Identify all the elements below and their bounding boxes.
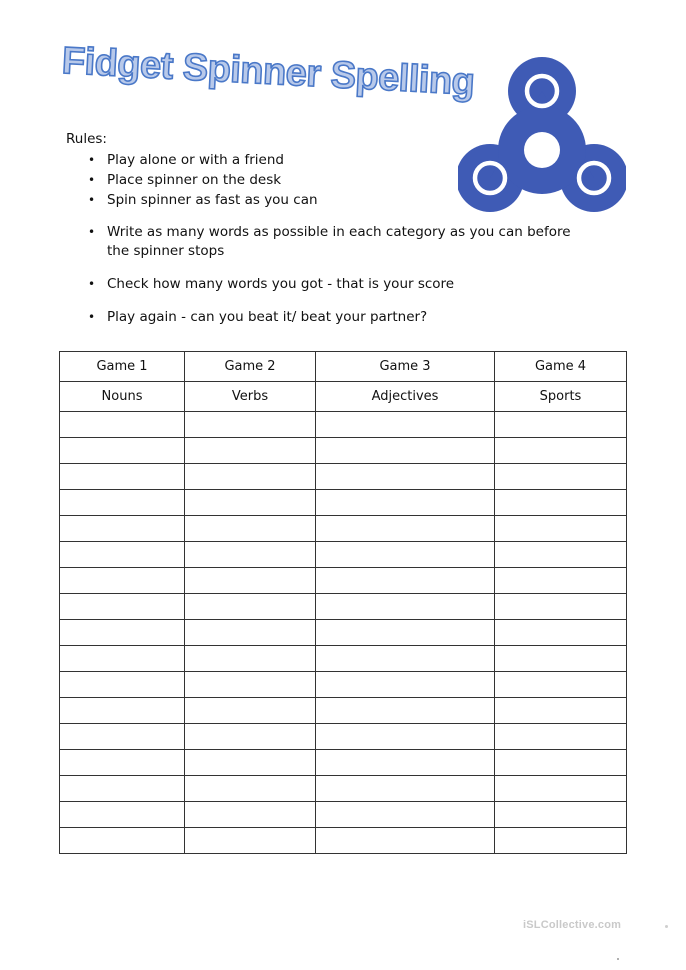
answer-cell[interactable] bbox=[60, 516, 185, 542]
answer-cell[interactable] bbox=[316, 594, 495, 620]
bullet-icon: • bbox=[88, 225, 96, 239]
answer-cell[interactable] bbox=[495, 438, 627, 464]
answer-cell[interactable] bbox=[185, 464, 316, 490]
answer-cell[interactable] bbox=[316, 438, 495, 464]
game-header-row bbox=[60, 352, 627, 382]
answer-row bbox=[60, 516, 627, 542]
answer-cell[interactable] bbox=[60, 828, 185, 854]
answer-row bbox=[60, 594, 627, 620]
answer-cell[interactable] bbox=[316, 412, 495, 438]
answer-cell[interactable] bbox=[316, 490, 495, 516]
answer-row bbox=[60, 802, 627, 828]
answer-cell[interactable] bbox=[495, 724, 627, 750]
answer-cell[interactable] bbox=[495, 672, 627, 698]
answer-row bbox=[60, 542, 627, 568]
game-header-cell: Game 3 bbox=[316, 352, 495, 382]
answer-row bbox=[60, 464, 627, 490]
rule-item bbox=[88, 223, 588, 261]
bullet-icon: • bbox=[88, 173, 96, 187]
answer-cell[interactable] bbox=[185, 568, 316, 594]
rule-text: Check how many words you got - that is your score bbox=[107, 276, 455, 292]
rule-item bbox=[88, 151, 588, 170]
answer-row bbox=[60, 412, 627, 438]
answer-cell[interactable] bbox=[185, 724, 316, 750]
answer-cell[interactable] bbox=[316, 464, 495, 490]
category-header-cell: Adjectives bbox=[316, 382, 495, 412]
answer-row bbox=[60, 568, 627, 594]
answer-cell[interactable] bbox=[60, 412, 185, 438]
answer-cell[interactable] bbox=[185, 516, 316, 542]
rule-text: Write as many words as possible in each category as you can before the spinner stops bbox=[107, 224, 571, 259]
answer-cell[interactable] bbox=[495, 542, 627, 568]
bullet-icon: • bbox=[88, 310, 96, 324]
category-header-cell: Verbs bbox=[185, 382, 316, 412]
answer-row bbox=[60, 724, 627, 750]
category-header-cell: Sports bbox=[495, 382, 627, 412]
answer-row bbox=[60, 620, 627, 646]
worksheet-title: Fidget Spinner Spelling bbox=[60, 40, 476, 104]
answer-cell[interactable] bbox=[495, 750, 627, 776]
game-header-cell: Game 1 bbox=[60, 352, 185, 382]
answer-cell[interactable] bbox=[316, 828, 495, 854]
answer-cell[interactable] bbox=[316, 646, 495, 672]
answer-cell[interactable] bbox=[495, 776, 627, 802]
rule-item bbox=[88, 171, 588, 190]
answer-cell[interactable] bbox=[316, 802, 495, 828]
answer-cell[interactable] bbox=[495, 490, 627, 516]
answer-cell[interactable] bbox=[60, 802, 185, 828]
answer-cell[interactable] bbox=[185, 802, 316, 828]
answer-cell[interactable] bbox=[60, 594, 185, 620]
answer-cell[interactable] bbox=[185, 620, 316, 646]
answer-cell[interactable] bbox=[60, 776, 185, 802]
answer-cell[interactable] bbox=[185, 776, 316, 802]
answer-cell[interactable] bbox=[60, 464, 185, 490]
answer-cell[interactable] bbox=[60, 490, 185, 516]
answer-cell[interactable] bbox=[316, 724, 495, 750]
answer-cell[interactable] bbox=[60, 646, 185, 672]
answer-cell[interactable] bbox=[60, 698, 185, 724]
answer-row bbox=[60, 750, 627, 776]
answer-cell[interactable] bbox=[495, 594, 627, 620]
answer-cell[interactable] bbox=[185, 412, 316, 438]
answer-row bbox=[60, 672, 627, 698]
answer-cell[interactable] bbox=[60, 724, 185, 750]
answer-cell[interactable] bbox=[316, 750, 495, 776]
answer-row bbox=[60, 828, 627, 854]
answer-cell[interactable] bbox=[185, 750, 316, 776]
answer-cell[interactable] bbox=[316, 698, 495, 724]
page-mark bbox=[617, 958, 619, 960]
answer-row bbox=[60, 490, 627, 516]
answer-cell[interactable] bbox=[316, 542, 495, 568]
bullet-icon: • bbox=[88, 153, 96, 167]
answer-row bbox=[60, 438, 627, 464]
answer-cell[interactable] bbox=[495, 698, 627, 724]
answer-cell[interactable] bbox=[316, 568, 495, 594]
rule-text: Play again - can you beat it/ beat your partner? bbox=[107, 309, 428, 325]
bullet-icon: • bbox=[88, 277, 96, 291]
answer-cell[interactable] bbox=[60, 438, 185, 464]
answer-row bbox=[60, 646, 627, 672]
answer-row bbox=[60, 776, 627, 802]
answer-cell[interactable] bbox=[185, 828, 316, 854]
answer-cell[interactable] bbox=[495, 802, 627, 828]
answer-cell[interactable] bbox=[60, 620, 185, 646]
answer-cell[interactable] bbox=[185, 542, 316, 568]
answer-cell[interactable] bbox=[60, 750, 185, 776]
rule-text: Place spinner on the desk bbox=[107, 172, 282, 188]
answer-row bbox=[60, 698, 627, 724]
answer-cell[interactable] bbox=[316, 672, 495, 698]
rule-item bbox=[88, 308, 588, 327]
rule-text: Spin spinner as fast as you can bbox=[107, 192, 318, 208]
answer-cell[interactable] bbox=[316, 516, 495, 542]
answer-cell[interactable] bbox=[185, 438, 316, 464]
watermark-dot bbox=[665, 925, 668, 928]
category-header-row bbox=[60, 382, 627, 412]
spelling-table bbox=[59, 351, 627, 854]
answer-cell[interactable] bbox=[185, 698, 316, 724]
watermark: iSLCollective.com bbox=[523, 919, 622, 931]
game-header-cell: Game 2 bbox=[185, 352, 316, 382]
rules-label: Rules: bbox=[66, 131, 107, 147]
rule-text: Play alone or with a friend bbox=[107, 152, 284, 168]
answer-cell[interactable] bbox=[495, 646, 627, 672]
answer-cell[interactable] bbox=[495, 464, 627, 490]
answer-cell[interactable] bbox=[60, 542, 185, 568]
category-header-cell: Nouns bbox=[60, 382, 185, 412]
answer-cell[interactable] bbox=[60, 568, 185, 594]
answer-cell[interactable] bbox=[60, 672, 185, 698]
answer-cell[interactable] bbox=[185, 594, 316, 620]
rule-item bbox=[88, 191, 588, 210]
answer-cell[interactable] bbox=[495, 568, 627, 594]
bullet-icon: • bbox=[88, 193, 96, 207]
answer-cell[interactable] bbox=[185, 672, 316, 698]
answer-cell[interactable] bbox=[495, 620, 627, 646]
rule-item bbox=[88, 275, 588, 294]
answer-cell[interactable] bbox=[185, 490, 316, 516]
answer-cell[interactable] bbox=[316, 776, 495, 802]
answer-cell[interactable] bbox=[185, 646, 316, 672]
answer-cell[interactable] bbox=[495, 516, 627, 542]
answer-cell[interactable] bbox=[495, 412, 627, 438]
game-header-cell: Game 4 bbox=[495, 352, 627, 382]
answer-cell[interactable] bbox=[495, 828, 627, 854]
answer-cell[interactable] bbox=[316, 620, 495, 646]
